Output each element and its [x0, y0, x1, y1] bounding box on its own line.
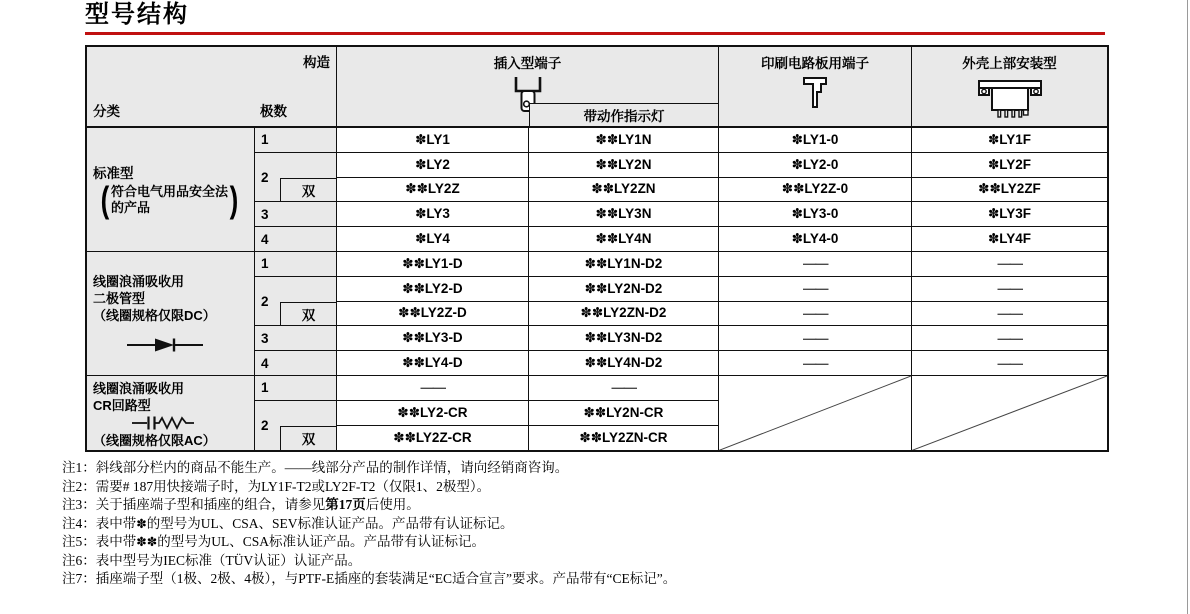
- model-cell: ✽LY1: [337, 128, 529, 153]
- pcb-terminal-label: 印刷电路板用端子: [761, 56, 869, 71]
- page-title: 型号结构: [85, 1, 189, 28]
- model-structure-table: [85, 45, 1109, 452]
- not-available-dash-cell: ——: [337, 376, 529, 401]
- model-cell: ✽✽LY1N-D2: [529, 252, 719, 277]
- note-6: 注6：表中型号为IEC标准（TÜV认证）认证产品。: [62, 552, 362, 568]
- cannot-produce-diagonal-cell: [912, 376, 1107, 450]
- not-available-dash-cell: ——: [912, 277, 1107, 302]
- note-5: 注5：表中带✽✽的型号为UL、CSA标准认证产品。产品带有认证标记。: [62, 534, 485, 549]
- model-cell: ✽✽LY2ZN: [529, 178, 719, 203]
- not-available-dash-cell: ——: [529, 376, 719, 401]
- pole-cell: 2: [255, 401, 337, 451]
- not-available-dash-cell: ——: [912, 302, 1107, 327]
- note-2: 注2：需要# 187用快接端子时，为LY1F-T2或LY2F-T2（仅限1、2极型）。: [62, 478, 491, 494]
- model-cell: ✽✽LY2ZN-D2: [529, 302, 719, 327]
- category-line: （线圈规格仅限AC）: [93, 432, 216, 448]
- model-cell: ✽✽LY2-D: [337, 277, 529, 302]
- not-available-dash-cell: ——: [719, 326, 912, 351]
- not-available-dash-cell: ——: [719, 302, 912, 327]
- model-cell: ✽✽LY2ZF: [912, 178, 1107, 203]
- model-cell: ✽✽LY2N-CR: [529, 401, 719, 426]
- model-cell: ✽✽LY4-D: [337, 351, 529, 376]
- column-header-indicator: [529, 103, 719, 128]
- dual-pole-cell: 双: [280, 426, 337, 451]
- not-available-dash-cell: ——: [912, 326, 1107, 351]
- upper-case-mounting-icon: [977, 76, 1043, 119]
- model-cell: ✽✽LY2ZN-CR: [529, 426, 719, 451]
- model-cell: ✽LY3-0: [719, 202, 912, 227]
- model-cell: ✽✽LY2Z-0: [719, 178, 912, 203]
- category-paren-note: [99, 178, 249, 220]
- note-7: 注7：插座端子型（1极、2极、4极），与PTF-E插座的套装满足“EC适合宣言”要求。产品带有“CE标记”。: [62, 571, 677, 586]
- header-poles-label: 极数: [260, 104, 287, 119]
- paren-line: 符合电气用品安全法: [111, 183, 229, 199]
- model-cell: ✽LY2F: [912, 153, 1107, 178]
- category-line: 二极管型: [93, 291, 146, 307]
- category-line: CR回路型: [93, 397, 151, 413]
- column-header-pcb-terminal: [719, 47, 912, 128]
- pole-cell: 1: [255, 252, 337, 277]
- diagonal-slash: [912, 376, 1107, 450]
- model-cell: ✽✽LY2N: [529, 153, 719, 178]
- note-4: 注4：表中带✽的型号为UL、CSA、SEV标准认证产品。产品带有认证标记。: [62, 515, 514, 531]
- category-title: 标准型: [93, 165, 134, 181]
- model-cell: ✽LY2-0: [719, 153, 912, 178]
- pole-cell: 4: [255, 351, 337, 376]
- not-available-dash-cell: ——: [719, 351, 912, 376]
- pcb-terminal-icon: [800, 76, 830, 109]
- note-1: 注1：斜线部分栏内的商品不能生产。——线部分产品的制作详情，请向经销商咨询。: [62, 460, 569, 475]
- category-line: 线圈浪涌吸收用: [93, 380, 185, 396]
- note-3: 注3：关于插座端子型和插座的组合，请参见第17页后使用。: [62, 497, 420, 512]
- model-cell: ✽LY1F: [912, 128, 1107, 153]
- big-paren-close: ): [229, 178, 239, 220]
- model-cell: ✽✽LY3N-D2: [529, 326, 719, 351]
- category-line: 线圈浪涌吸收用: [93, 274, 185, 290]
- big-paren-open: (: [100, 178, 110, 220]
- plugin-terminal-label: 插入型端子: [493, 56, 562, 71]
- model-cell: ✽✽LY3N: [529, 202, 719, 227]
- dual-pole-cell: 双: [280, 302, 337, 327]
- category-cr-circuit: [87, 376, 255, 450]
- model-cell: ✽LY4-0: [719, 227, 912, 252]
- pole-cell: 2: [255, 277, 337, 327]
- pole-cell: 1: [255, 376, 337, 401]
- header-structure-label: 构造: [303, 55, 330, 70]
- pole-cell: 2: [255, 153, 337, 203]
- title-underline: [85, 32, 1105, 35]
- model-cell: ✽✽LY2Z: [337, 178, 529, 203]
- not-available-dash-cell: ——: [912, 351, 1107, 376]
- page-edge-line: [1187, 0, 1188, 614]
- model-cell: ✽✽LY4N-D2: [529, 351, 719, 376]
- diode-symbol: [127, 337, 215, 353]
- model-cell: ✽✽LY4N: [529, 227, 719, 252]
- column-header-case-mounting: [912, 47, 1107, 128]
- rc-circuit-symbol: [132, 415, 210, 431]
- diagonal-slash: [719, 376, 911, 450]
- indicator-label: 带动作指示灯: [583, 109, 665, 124]
- table-corner-header: [87, 47, 337, 128]
- model-cell: ✽✽LY3-D: [337, 326, 529, 351]
- model-cell: ✽LY2: [337, 153, 529, 178]
- paren-line: 的产品: [111, 199, 151, 215]
- model-cell: ✽✽LY2Z-D: [337, 302, 529, 327]
- pole-cell: 4: [255, 227, 337, 252]
- model-cell: ✽LY1-0: [719, 128, 912, 153]
- pole-cell: 1: [255, 128, 337, 153]
- model-cell: ✽LY3F: [912, 202, 1107, 227]
- dual-pole-cell: 双: [280, 178, 337, 203]
- not-available-dash-cell: ——: [719, 252, 912, 277]
- model-cell: ✽LY4: [337, 227, 529, 252]
- model-cell: ✽LY4F: [912, 227, 1107, 252]
- pole-cell: 3: [255, 326, 337, 351]
- category-standard: [87, 128, 255, 252]
- case-mounting-label: 外壳上部安装型: [962, 56, 1057, 71]
- header-category-label: 分类: [93, 104, 120, 119]
- model-cell: ✽LY3: [337, 202, 529, 227]
- pole-cell: 3: [255, 202, 337, 227]
- model-cell: ✽✽LY2Z-CR: [337, 426, 529, 451]
- model-cell: ✽✽LY2-CR: [337, 401, 529, 426]
- not-available-dash-cell: ——: [719, 277, 912, 302]
- footnotes: [62, 459, 676, 589]
- category-line: （线圈规格仅限DC）: [93, 308, 216, 324]
- model-cell: ✽✽LY1-D: [337, 252, 529, 277]
- category-diode: [87, 252, 255, 376]
- cannot-produce-diagonal-cell: [719, 376, 912, 450]
- model-cell: ✽✽LY2N-D2: [529, 277, 719, 302]
- not-available-dash-cell: ——: [912, 252, 1107, 277]
- model-cell: ✽✽LY1N: [529, 128, 719, 153]
